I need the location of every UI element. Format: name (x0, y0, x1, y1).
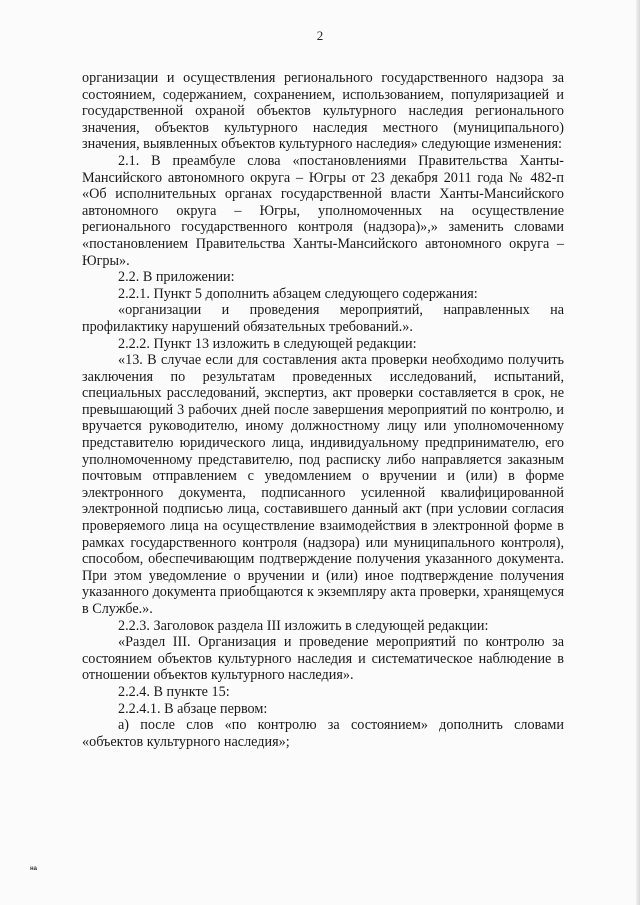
paragraph-quote-section-3: «Раздел III. Организация и проведение мероприятий по контролю за состоянием объектов культурного наследия и систематическое наблюдение в отношении объектов культурного наследия». (82, 634, 564, 684)
paragraph-2-2-3: 2.2.3. Заголовок раздела III изложить в следующей редакции: (118, 617, 489, 634)
paragraph-2-2-4: 2.2.4. В пункте 15: (118, 683, 230, 700)
footer-mark: на (30, 866, 37, 872)
paragraph-item-a: а) после слов «по контролю за состоянием» дополнить словами «объектов культурного наследия»; (82, 717, 564, 750)
paragraph-quote-13: «13. В случае если для составления акта проверки необходимо получить заключения по результатам проведенных исследований, испытаний, специальных расследований, экспертиз, акт проверки составляется в срок, не превышающий 3 рабочих дней после завершения мероприятий по контролю, и вручается руководителю, иному должностному лицу или уполномоченному представителю юридического лица, индивидуальному предпринимателю, его уполномоченному представителю, под расписку либо направляется заказным почтовым отправлением с уведомлением о вручении и (или) в форме электронного документа, подписанного усиленной квалифицированной электронной подписью лица, составившего данный акт (при условии согласия проверяемого лица на осуществление взаимодействия в электронной форме в рамках государственного контроля (надзора) или муниципального контроля), способом, обеспечивающим подтверждение получения указанного документа. При этом уведомление о вручении и (или) иное подтверждение получения указанного документа приобщаются к экземпляру акта проверки, хранящемуся в Службе.». (82, 352, 564, 617)
document-body (82, 70, 564, 750)
paragraph-intro: организации и осуществления регионального государственного надзора за состоянием, содержанием, сохранением, использованием, популяризацией и государственной охраной объектов культурного наследия регионального значения, объектов культурного наследия местного (муниципального) значения, выявленных объектов культурного наследия» следующие изменения: (82, 70, 564, 153)
paragraph-2-2-1: 2.2.1. Пункт 5 дополнить абзацем следующего содержания: (118, 285, 478, 302)
page-edge-shadow (636, 0, 640, 905)
paragraph-2-1: 2.1. В преамбуле слова «постановлениями Правительства Ханты-Мансийского автономного округа – Югры от 23 декабря 2011 года № 482-п «Об исполнительных органах государственной власти Ханты-Мансийского автономного округа – Югры, уполномоченных на осуществление регионального государственного контроля (надзора)»,» заменить словами «постановлением Правительства Ханты-Мансийского автономного округа – Югры». (82, 152, 564, 269)
paragraph-2-2-4-1: 2.2.4.1. В абзаце первом: (118, 700, 268, 717)
paragraph-2-2: 2.2. В приложении: (118, 269, 235, 286)
page-number: 2 (316, 28, 324, 43)
paragraph-quote-profilaktika: «организации и проведения мероприятий, направленных на профилактику нарушений обязательных требований.». (82, 302, 564, 335)
paragraph-2-2-2: 2.2.2. Пункт 13 изложить в следующей редакции: (118, 335, 417, 352)
